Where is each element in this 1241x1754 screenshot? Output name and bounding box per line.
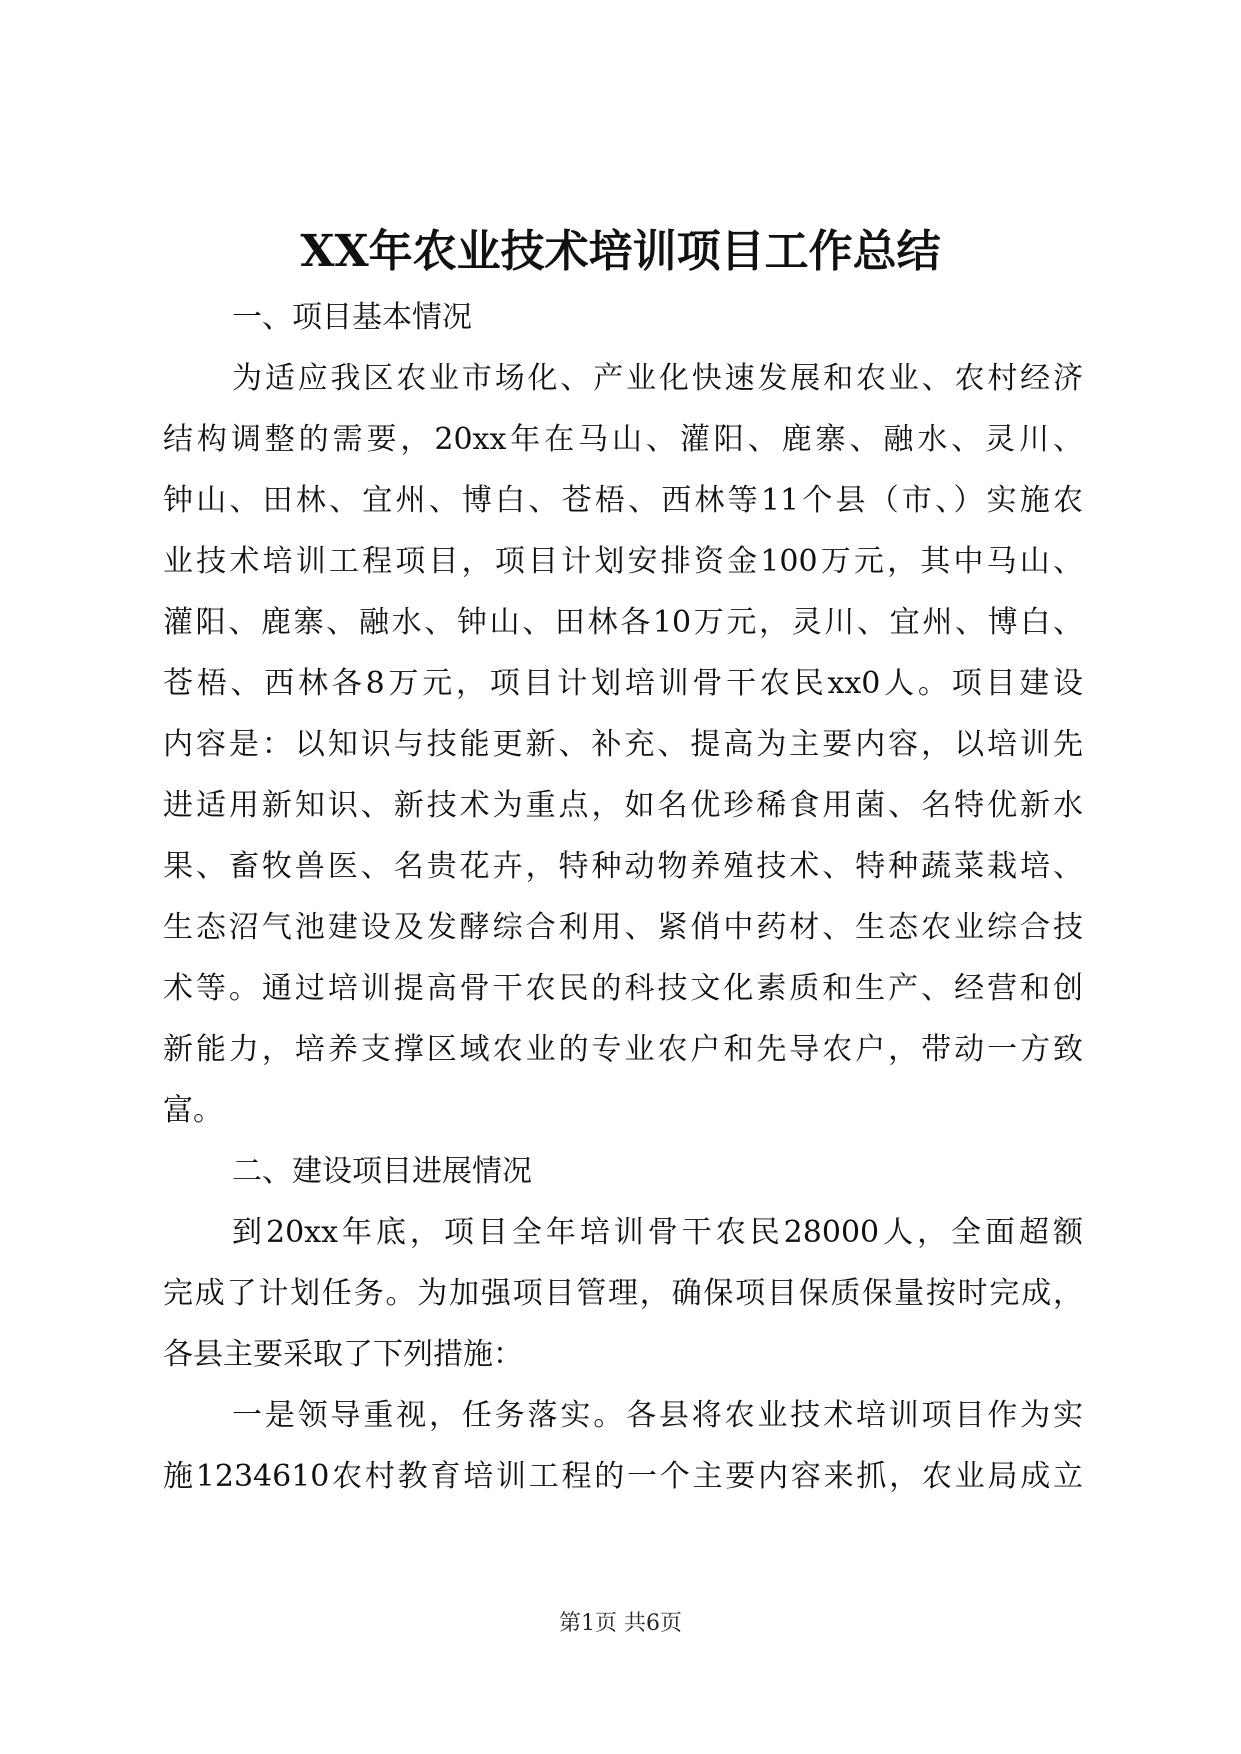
paragraph-line-text: 业技术培训工程项目，项目计划安排资金100万元，其中马山、 (163, 544, 1083, 579)
paragraph-line-last: 各县主要采取了下列措施： (163, 1337, 523, 1372)
paragraph-line-text: 一是领导重视，任务落实。各县将农业技术培训项目作为实 (232, 1398, 1083, 1433)
paragraph-line-text: 灌阳、鹿寨、融水、钟山、田林各10万元，灵川、宜州、博白、 (163, 605, 1083, 640)
paragraph-line-text: 结构调整的需要，20xx年在马山、灌阳、鹿寨、融水、灵川、 (163, 422, 1083, 457)
paragraph-line (163, 1019, 1083, 1080)
paragraph-line (163, 1202, 1083, 1263)
paragraph-line-text: 到20xx年底，项目全年培训骨干农民28000人，全面超额 (232, 1215, 1083, 1250)
paragraph-line-last: 富。 (163, 1093, 223, 1128)
section-heading-2: 二、建设项目进展情况 (232, 1154, 532, 1189)
paragraph-line (163, 958, 1083, 1019)
paragraph-line (163, 1385, 1083, 1446)
paragraph-line (163, 531, 1083, 592)
paragraph-line (163, 1446, 1083, 1507)
paragraph-line (163, 348, 1083, 409)
paragraph-line (163, 470, 1083, 531)
paragraph-line-text: 生态沼气池建设及发酵综合利用、紧俏中药材、生态农业综合技 (163, 910, 1083, 945)
paragraph-line-text: 术等。通过培训提高骨干农民的科技文化素质和生产、经营和创 (163, 971, 1083, 1006)
section-heading-1: 一、项目基本情况 (232, 300, 472, 335)
document-body (163, 287, 1083, 1507)
paragraph-line (163, 592, 1083, 653)
paragraph-line-text: 钟山、田林、宜州、博白、苍梧、西林等11个县（市、）实施农 (163, 483, 1083, 518)
paragraph-line-text: 为适应我区农业市场化、产业化快速发展和农业、农村经济 (232, 361, 1083, 396)
paragraph-line (163, 653, 1083, 714)
paragraph-line-text: 苍梧、西林各8万元，项目计划培训骨干农民xx0人。项目建设 (163, 666, 1083, 701)
paragraph-line-text: 新能力，培养支撑区域农业的专业农户和先导农户，带动一方致 (163, 1032, 1083, 1067)
paragraph-line-text: 完成了计划任务。为加强项目管理，确保项目保质保量按时完成， (163, 1276, 1083, 1311)
paragraph-line (163, 1263, 1083, 1324)
paragraph-line (163, 775, 1083, 836)
paragraph-line-text: 内容是：以知识与技能更新、补充、提高为主要内容，以培训先 (163, 727, 1083, 762)
document-title: XX年农业技术培训项目工作总结 (300, 226, 941, 277)
page-number-footer: 第1页 共6页 (559, 1611, 682, 1636)
paragraph-line (163, 897, 1083, 958)
paragraph-line-text: 进适用新知识、新技术为重点，如名优珍稀食用菌、名特优新水 (163, 788, 1083, 823)
paragraph-line-text: 果、畜牧兽医、名贵花卉，特种动物养殖技术、特种蔬菜栽培、 (163, 849, 1083, 884)
paragraph-line (163, 714, 1083, 775)
paragraph-line (163, 409, 1083, 470)
paragraph-line (163, 836, 1083, 897)
paragraph-line-text: 施1234610农村教育培训工程的一个主要内容来抓，农业局成立 (163, 1459, 1083, 1494)
